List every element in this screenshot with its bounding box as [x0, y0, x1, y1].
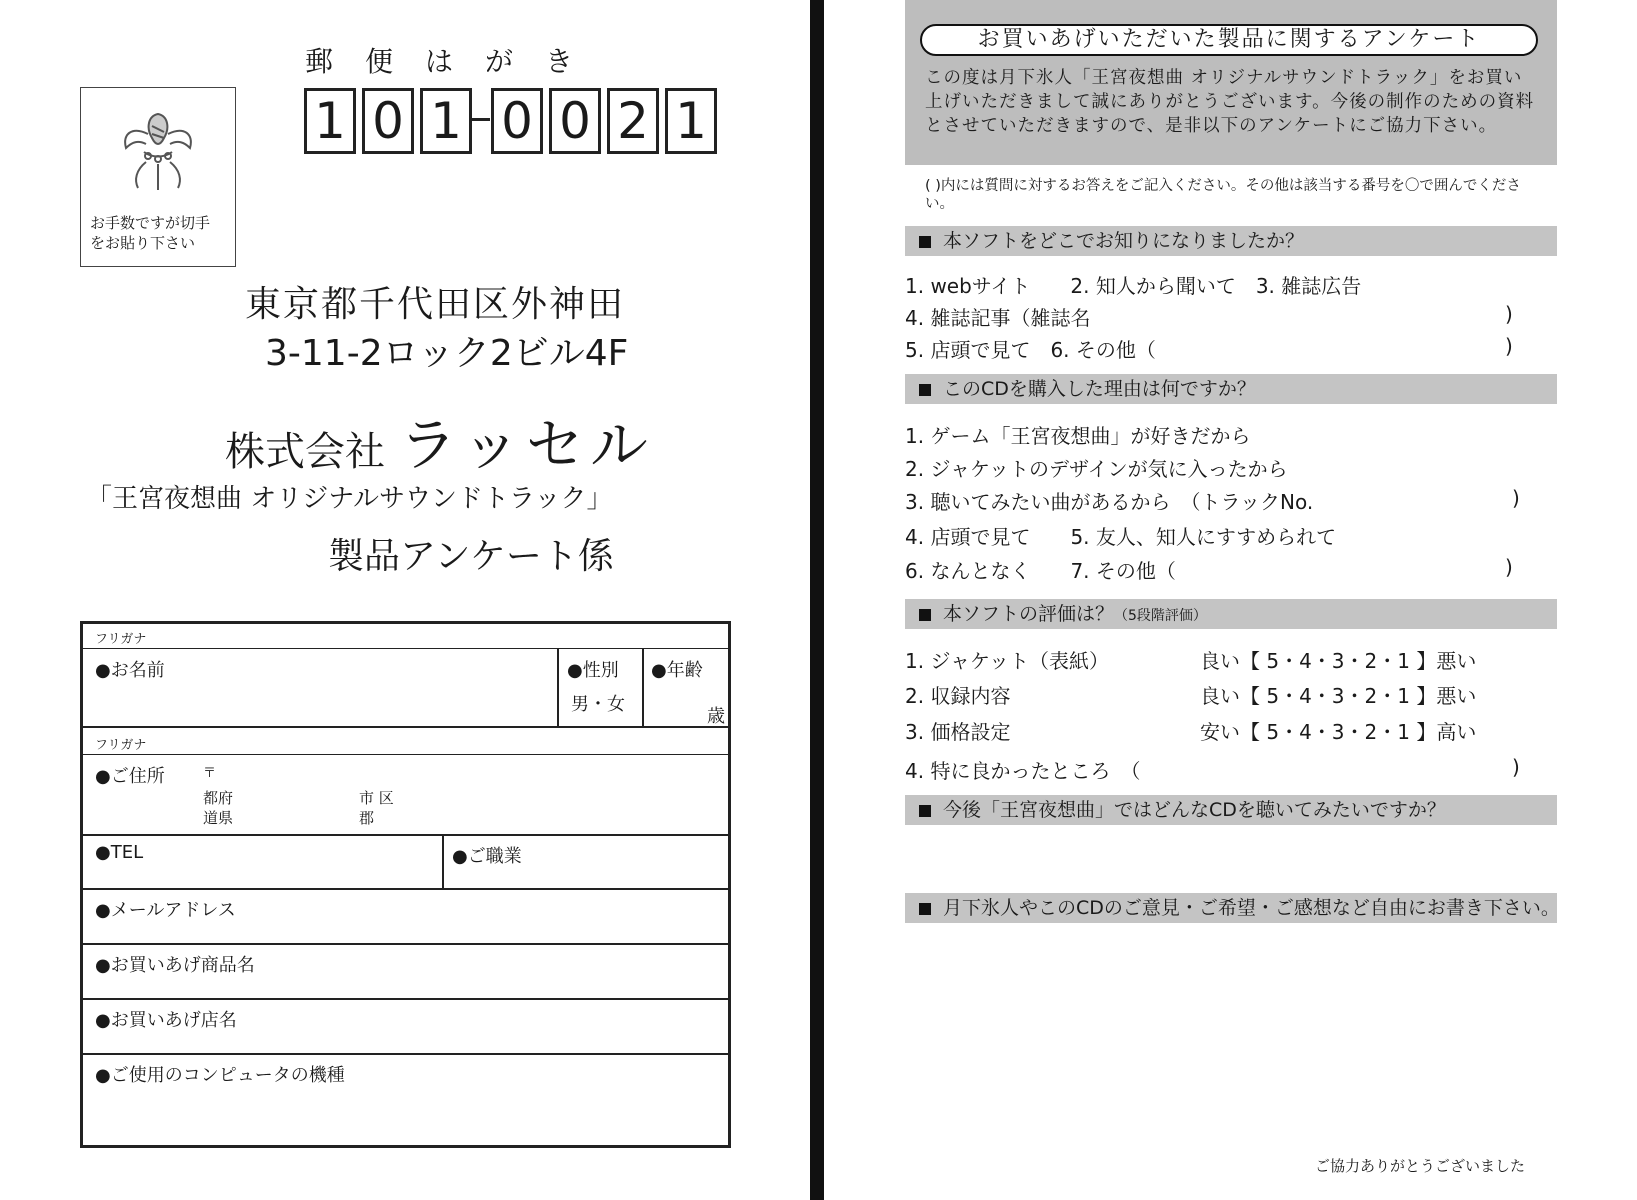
address-line-2: 3-11-2ロック2ビル4F: [265, 333, 629, 374]
product-name: 「王宮夜想曲 オリジナルサウンドトラック」: [86, 484, 613, 514]
furigana-label-1: フリガナ: [95, 632, 147, 647]
postcard-title: 郵便はがき: [305, 45, 606, 78]
divider: [642, 648, 644, 726]
q3-scale-3: 安い【 5・4・3・2・1 】高い: [1200, 720, 1477, 744]
customer-form: [80, 621, 731, 1148]
zip-digit-3: 1: [420, 88, 472, 154]
zip-separator: [472, 118, 490, 121]
q3-heading-note: （5段階評価）: [1114, 608, 1207, 624]
q4-heading: [905, 795, 1557, 825]
stamp-note: [90, 213, 230, 253]
closing-message: ご協力ありがとうございました: [1315, 1157, 1526, 1175]
q2-close-1: ): [1512, 486, 1520, 510]
divider: [83, 726, 728, 728]
q1-line-3: 5. 店頭で見て 6. その他（: [905, 338, 1156, 362]
q2-heading: [905, 374, 1557, 404]
q3-item-4: 4. 特に良かったところ （: [905, 759, 1141, 783]
q2-heading-text: このCDを購入した理由は何ですか？: [943, 378, 1256, 400]
q1-close-2: ): [1505, 334, 1513, 358]
company-name: ラッセル: [399, 411, 654, 479]
q3-item-1: 1. ジャケット（表紙）: [905, 649, 1110, 673]
zip-digit-5: 0: [549, 88, 601, 154]
zip-digit-2: 0: [362, 88, 414, 154]
q3-heading-text: 本ソフトの評価は？: [943, 603, 1115, 625]
computer-label: ●ご使用のコンピュータの機種: [95, 1065, 345, 1086]
q3-scale-2: 良い【 5・4・3・2・1 】悪い: [1200, 684, 1477, 708]
divider: [83, 943, 728, 945]
survey-intro: この度は月下氷人「王宮夜想曲 オリジナルサウンドトラック」をお買い上げいただきまして誠にありがとうございます。今後の制作のための資料とさせていただきますので、是非以下のアンケートにご協力下さい。: [925, 68, 1535, 136]
name-label: ●お名前: [95, 660, 165, 681]
survey-title: お買いあげいただいた製品に関するアンケート: [920, 24, 1538, 56]
bullet-square-icon: [919, 805, 931, 817]
divider: [83, 834, 728, 836]
q1-close-1: ): [1505, 302, 1513, 326]
company-prefix: 株式会社: [225, 429, 385, 475]
q1-heading: [905, 226, 1557, 256]
address-line-1: 東京都千代田区外神田: [245, 284, 626, 325]
age-unit: 歳: [707, 706, 725, 727]
q5-heading: [905, 893, 1560, 923]
purchased-item-label: ●お買いあげ商品名: [95, 955, 255, 976]
gender-label: ●性別: [567, 660, 619, 681]
divider: [83, 998, 728, 1000]
stamp-note-line2: をお貼り下さい: [90, 234, 196, 252]
divider: [83, 1053, 728, 1055]
divider: [83, 648, 728, 649]
stamp-note-line1: お手数ですが切手: [90, 214, 211, 232]
email-label: ●メールアドレス: [95, 900, 236, 921]
zip-digit-1: 1: [304, 88, 356, 154]
divider: [83, 888, 728, 890]
furigana-label-2: フリガナ: [95, 738, 147, 753]
zip-digit-6: 2: [607, 88, 659, 154]
q5-heading-text: 月下氷人やこのCDのご意見・ご希望・ご感想など自由にお書き下さい。: [943, 897, 1560, 919]
prefecture-label-2: 道県: [203, 809, 234, 827]
prefecture-label-1: 都府: [203, 789, 234, 807]
q2-line-3: 3. 聴いてみたい曲があるから （トラックNo.: [905, 490, 1314, 514]
q2-close-2: ): [1505, 555, 1513, 579]
store-label: ●お買いあげ店名: [95, 1010, 237, 1031]
q3-close: ): [1512, 755, 1520, 779]
q3-heading: [905, 599, 1557, 629]
q2-line-4: 4. 店頭で見て 5. 友人、知人にすすめられて: [905, 525, 1337, 549]
q3-item-2: 2. 収録内容: [905, 684, 1011, 708]
city-label-2: 郡: [359, 809, 375, 827]
divider: [442, 834, 444, 888]
postal-mark: 〒: [203, 766, 217, 781]
bullet-square-icon: [919, 903, 931, 915]
zip-digit-7: 1: [665, 88, 717, 154]
gender-options: 男・女: [571, 694, 625, 715]
job-label: ●ご職業: [452, 846, 522, 867]
survey-note: ( )内には質問に対するお答えをご記入ください。その他は該当する番号を〇で囲んでください。: [925, 178, 1521, 212]
divider: [83, 754, 728, 755]
tel-label: ●TEL: [95, 842, 144, 863]
q2-line-5: 6. なんとなく 7. その他（: [905, 559, 1176, 583]
postcard-front: [0, 0, 810, 1200]
bullet-square-icon: [919, 609, 931, 621]
zip-digit-4: 0: [491, 88, 543, 154]
fold-divider: [810, 0, 824, 1200]
city-label-1: 市 区: [359, 789, 394, 807]
q1-line-2: 4. 雑誌記事（雑誌名: [905, 306, 1091, 330]
q3-scale-1: 良い【 5・4・3・2・1 】悪い: [1200, 649, 1477, 673]
divider: [557, 648, 559, 726]
bird-emblem-icon: [118, 104, 198, 194]
department: 製品アンケート係: [328, 536, 614, 577]
q2-line-1: 1. ゲーム「王宮夜想曲」が好きだから: [905, 424, 1251, 448]
age-label: ●年齢: [651, 660, 703, 681]
q1-heading-text: 本ソフトをどこでお知りになりましたか？: [943, 230, 1305, 252]
address-label: ●ご住所: [95, 766, 165, 787]
q2-line-2: 2. ジャケットのデザインが気に入ったから: [905, 457, 1288, 481]
q4-heading-text: 今後「王宮夜想曲」ではどんなCDを聴いてみたいですか？: [943, 799, 1446, 821]
bullet-square-icon: [919, 236, 931, 248]
company: [225, 398, 654, 482]
q3-item-3: 3. 価格設定: [905, 720, 1011, 744]
q1-line-1: 1. webサイト 2. 知人から聞いて 3. 雑誌広告: [905, 274, 1362, 298]
bullet-square-icon: [919, 384, 931, 396]
